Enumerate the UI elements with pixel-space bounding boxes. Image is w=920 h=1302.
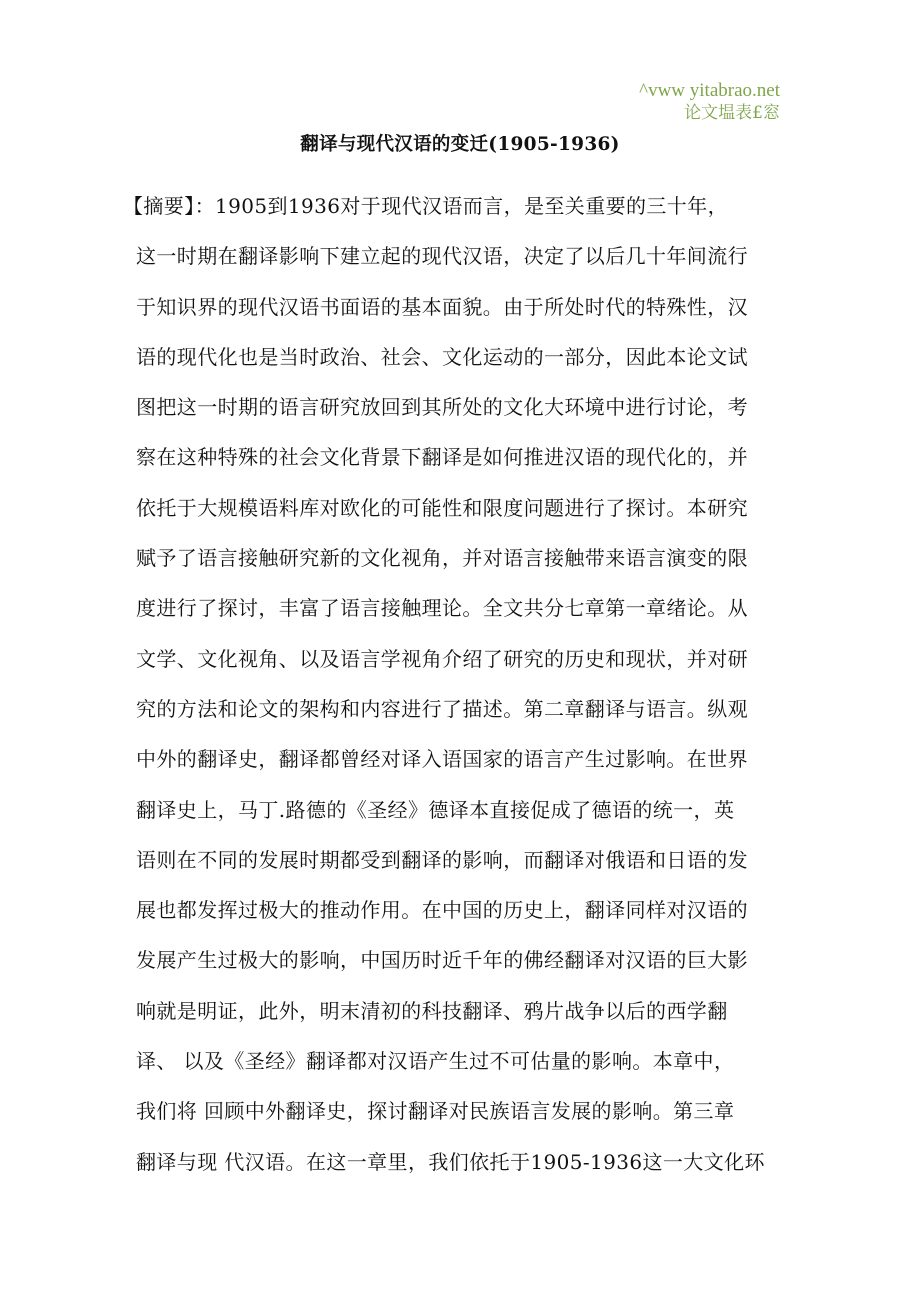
text-line: 这一时期在翻译影响下建立起的现代汉语，决定了以后几十年间流行 xyxy=(136,244,748,269)
text-line: 响就是明证，此外，明末清初的科技翻译、鸦片战争以后的西学翻 xyxy=(136,998,728,1023)
text-line: 【摘要】：1905到1936对于现代汉语而言，是至关重要的三十年， xyxy=(123,194,728,218)
abstract-body xyxy=(123,186,796,1192)
text-line: 图把这一时期的语言研究放回到其所处的文化大环境中进行讨论，考 xyxy=(136,395,748,420)
text-line: 语则在不同的发展时期都受到翻译的影响，而翻译对俄语和日语的发 xyxy=(136,847,748,872)
document-title: 翻译与现代汉语的变迁(1905-1936) xyxy=(300,134,620,155)
text-line: 语的现代化也是当时政治、社会、文化运动的一部分，因此本论文试 xyxy=(136,344,748,369)
watermark-url: ^vww yitabrao.net xyxy=(639,80,780,101)
text-line: 展也都发挥过极大的推动作用。在中国的历史上，翻译同样对汉语的 xyxy=(136,898,748,923)
text-line: 文学、文化视角、以及语言学视角介绍了研究的历史和现状，并对研 xyxy=(136,646,748,671)
text-line: 中外的翻译史，翻译都曾经对译入语国家的语言产生过影响。在世界 xyxy=(136,747,748,772)
text-line: 究的方法和论文的架构和内容进行了描述。第二章翻译与语言。纵观 xyxy=(136,696,748,721)
text-line: 察在这种特殊的社会文化背景下翻译是如何推进汉语的现代化的，并 xyxy=(136,445,748,470)
text-line: 依托于大规模语料库对欧化的可能性和限度问题进行了探讨。本研究 xyxy=(136,495,748,520)
text-line: 度进行了探讨，丰富了语言接触理论。全文共分七章第一章绪论。从 xyxy=(136,596,748,621)
text-line: 于知识界的现代汉语书面语的基本面貌。由于所处时代的特殊性，汉 xyxy=(136,294,748,319)
text-line: 我们将 回顾中外翻译史，探讨翻译对民族语言发展的影响。第三章 xyxy=(136,1099,735,1124)
text-line: 翻译与现 代汉语。在这一章里，我们依托于1905-1936这一大文化环 xyxy=(136,1149,765,1174)
text-line: 翻译史上，马丁.路德的《圣经》德译本直接促成了德语的统一，英 xyxy=(136,797,735,822)
text-line: 译、 以及《圣经》翻译都对汉语产生过不可估量的影响。本章中， xyxy=(136,1049,735,1074)
watermark-tagline: 论文塭表£窓 xyxy=(684,103,780,123)
watermark xyxy=(560,80,780,124)
text-line: 发展产生过极大的影响，中国历时近千年的佛经翻译对汉语的巨大影 xyxy=(136,948,748,973)
text-line: 赋予了语言接触研究新的文化视角，并对语言接触带来语言演变的限 xyxy=(136,546,748,571)
